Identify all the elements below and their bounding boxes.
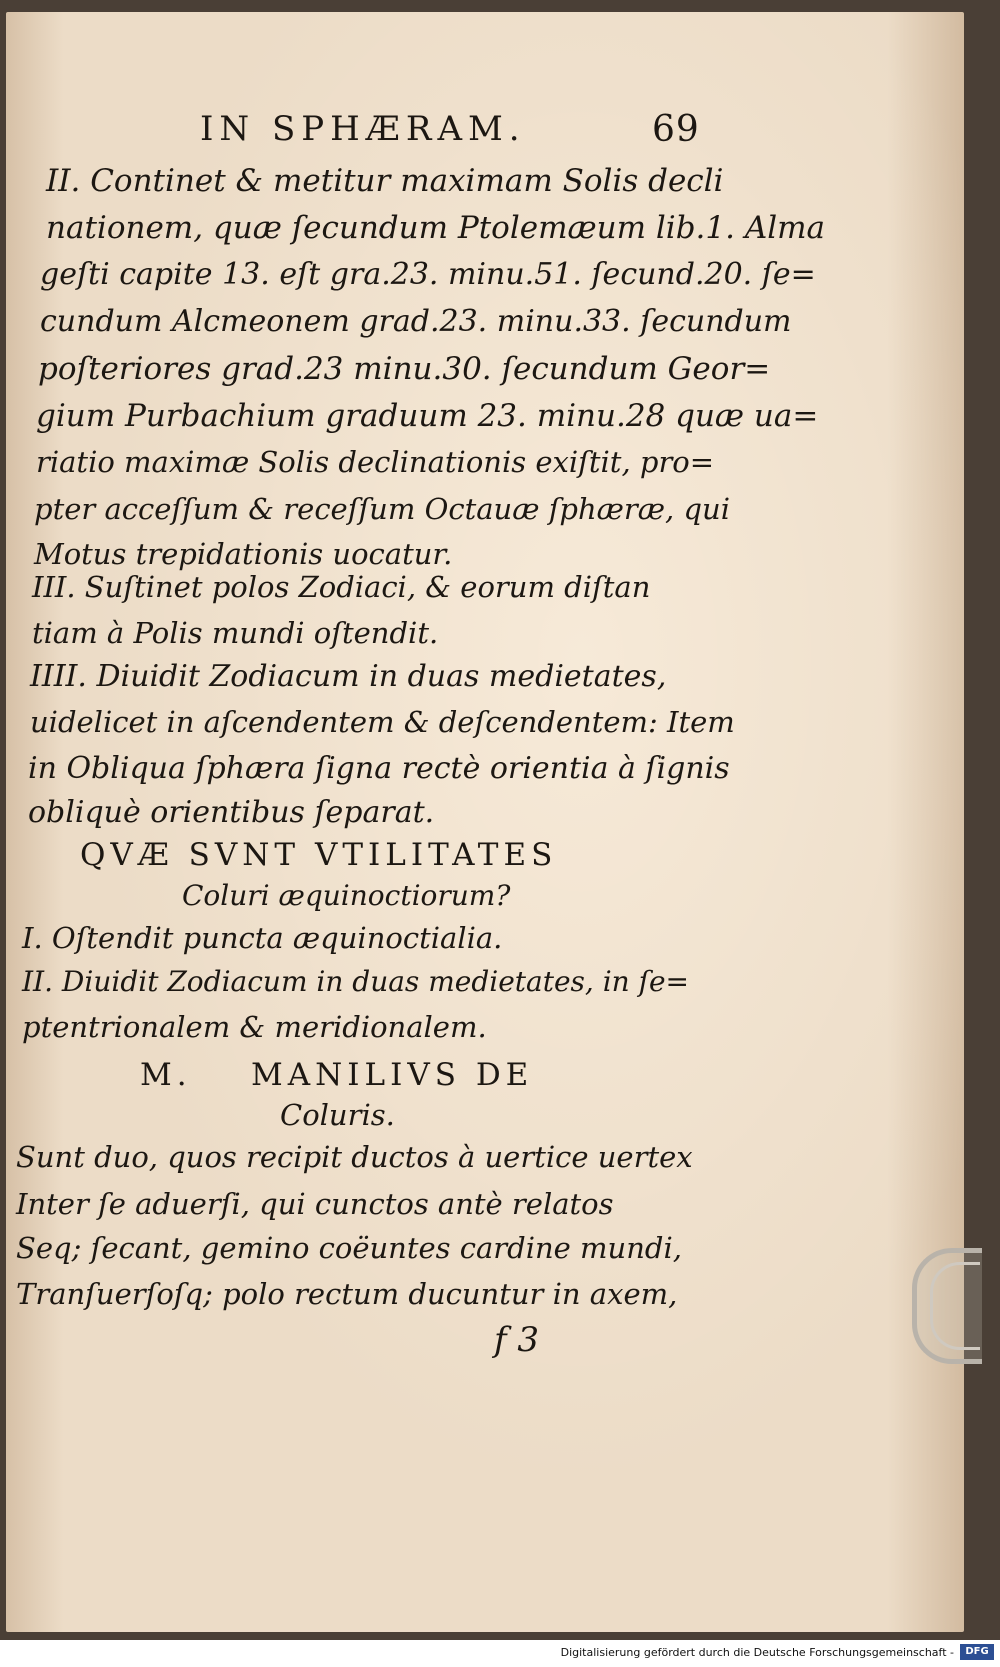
body-line: tiam à Polis mundi oſtendit. [32,616,439,650]
list-item: ptentrionalem & meridionalem. [22,1010,487,1044]
body-line: obliquè orientibus ſeparat. [28,795,435,830]
body-line: nationem, quæ ſecundum Ptolemæum lib.1. Alma [46,210,825,246]
body-line: riatio maximæ Solis declinationis exiſtit, pro= [36,445,715,479]
running-head: IN SPHÆRAM. [200,109,526,149]
list-item: I. Oſtendit puncta æquinoctialia. [22,921,503,955]
body-line: geſti capite 13. eſt gra.23. minu.51. ſecund.20. ſe= [40,257,816,292]
verse-line: Tranſuerſoſq; polo rectum ducuntur in axem, [16,1277,678,1311]
body-line: cundum Alcmeonem grad.23. minu.33. ſecundum [40,304,792,339]
verse-line: Sunt duo, quos recipit ductos à uertice uertex [16,1140,693,1174]
body-line: II. Continet & metitur maximam Solis decli [46,163,724,199]
page-number: 69 [652,109,700,150]
signature-mark: f 3 [494,1320,540,1360]
dfg-logo: DFG [960,1644,994,1660]
body-line: gium Purbachium graduum 23. minu.28 quæ ua= [36,398,819,434]
footer-credit: Digitalisierung gefördert durch die Deutsche Forschungsgemeinschaft - [560,1646,954,1659]
section-subheading: Coluris. [280,1098,395,1132]
section-heading: QVÆ SVNT VTILITATES [80,837,558,873]
body-line: pter acceſſum & receſſum Octauæ ſphæræ, qui [34,492,730,526]
section-heading: M. MANILIVS DE [140,1057,534,1093]
body-line: poſteriores grad.23 minu.30. ſecundum Geor= [38,351,771,387]
body-line: in Obliqua ſphæra ſigna rectè orientia à ſignis [28,751,730,786]
verse-line: Inter ſe aduerſi, qui cunctos antè relatos [16,1187,614,1221]
footer-bar [0,1640,1000,1667]
body-line: IIII. Diuidit Zodiacum in duas medietates, [30,659,667,694]
body-line: Motus trepidationis uocatur. [34,537,453,571]
body-line: uidelicet in aſcendentem & deſcendentem: Item [30,705,735,739]
page-clip-inner [930,1262,980,1350]
section-subheading: Coluri æquinoctiorum? [182,879,511,912]
verse-line: Seq; ſecant, gemino coëuntes cardine mundi, [16,1231,682,1265]
body-line: III. Suſtinet polos Zodiaci, & eorum diſtan [32,570,651,604]
list-item: II. Diuidit Zodiacum in duas medietates, in ſe= [22,965,689,998]
